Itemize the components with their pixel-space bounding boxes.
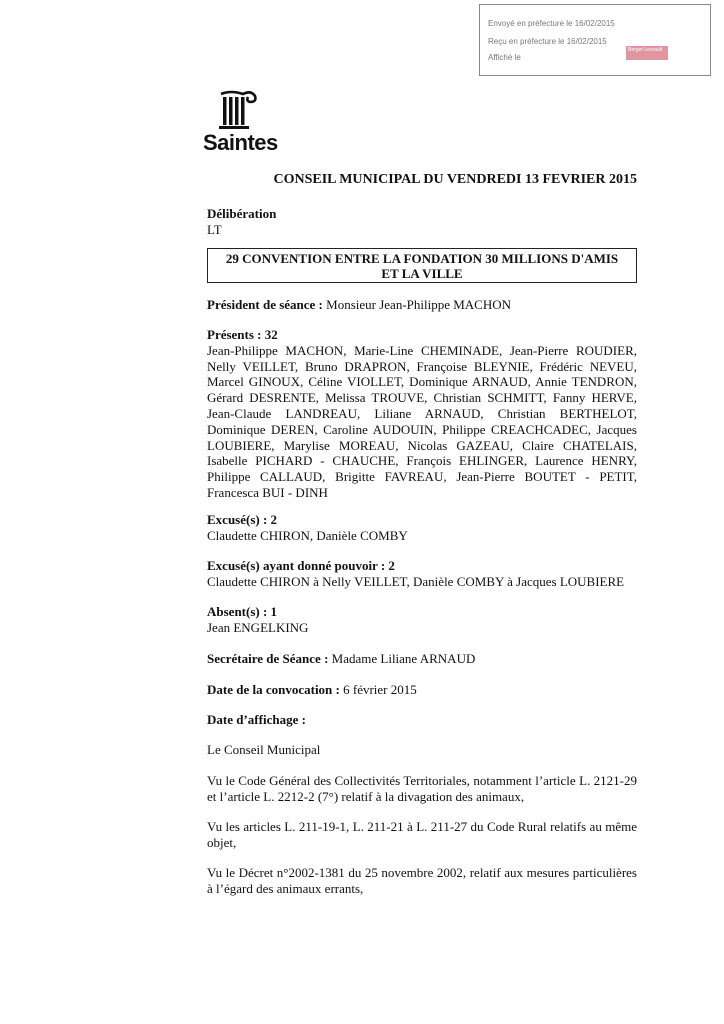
pouvoir-label: Excusé(s) ayant donné pouvoir : 2 xyxy=(207,558,395,573)
absents-list: Jean ENGELKING xyxy=(207,619,309,635)
subject-line-1: 29 CONVENTION ENTRE LA FONDATION 30 MILLIONS D'AMIS xyxy=(225,251,619,266)
absents-section xyxy=(207,604,637,636)
prefecture-stamp xyxy=(479,4,711,76)
excuses-list: Claudette CHIRON, Danièle COMBY xyxy=(207,527,408,543)
secretaire-label: Secrétaire de Séance : xyxy=(207,651,329,666)
pouvoir-section xyxy=(207,558,637,590)
saintes-logo xyxy=(203,88,278,160)
convocation-value: 6 février 2015 xyxy=(343,682,417,697)
president-label: Président de séance : xyxy=(207,297,323,312)
pouvoir-list: Claudette CHIRON à Nelly VEILLET, Danièle COMBY à Jacques LOUBIERE xyxy=(207,573,625,589)
stamp-sent-line: Envoyé en préfecture le 16/02/2015 xyxy=(488,19,615,28)
deliberation-code: LT xyxy=(207,221,222,237)
president-value: Monsieur Jean-Philippe MACHON xyxy=(326,297,512,312)
berger-levrault-logo: Berger Levrault xyxy=(626,46,668,60)
convocation-label: Date de la convocation : xyxy=(207,682,340,697)
deliberation-section xyxy=(207,206,637,238)
stamp-posted-line: Affiché le xyxy=(488,53,521,62)
presents-label: Présents : 32 xyxy=(207,327,278,342)
president-section xyxy=(207,297,637,313)
subject-box xyxy=(207,248,637,283)
excuses-label: Excusé(s) : 2 xyxy=(207,512,278,527)
body-paragraph-1: Le Conseil Municipal xyxy=(207,742,321,757)
excuses-section xyxy=(207,512,637,544)
secretaire-section xyxy=(207,651,637,667)
affichage-section xyxy=(207,712,637,728)
body-paragraph-3: Vu les articles L. 211-19-1, L. 211-21 à L. 211-27 du Code Rural relatifs au même objet, xyxy=(207,819,637,850)
subject-line-2: ET LA VILLE xyxy=(381,266,463,281)
body-paragraph-4: Vu le Décret n°2002-1381 du 25 novembre 2002, relatif aux mesures particulières à l’égard des animaux errants, xyxy=(207,865,637,896)
deliberation-label: Délibération xyxy=(207,206,277,221)
stamp-received-line: Reçu en préfecture le 16/02/2015 xyxy=(488,37,607,46)
absents-label: Absent(s) : 1 xyxy=(207,604,278,619)
secretaire-value: Madame Liliane ARNAUD xyxy=(331,651,476,666)
column-icon xyxy=(217,88,261,132)
logo-wordmark: Saintes xyxy=(203,130,278,155)
presents-list: Jean-Philippe MACHON, Marie-Line CHEMINADE, Jean-Pierre ROUDIER, Nelly VEILLET, Bruno DRAPRON, Françoise BLEYNIE, Frédéric NEVEU, Marcel GINOUX, Céline VIOLLET, Dominique ARNAUD, Annie TENDRON, Gérard DESRENTE, Melissa TROUVE, Christian SCHMITT, Fanny HERVE, Jean-Claude LANDREAU, Liliane ARNAUD, Christian BERTHELOT, Dominique DEREN, Caroline AUDOUIN, Philippe CREACHCADEC, Jacques LOUBIERE, Marylise MOREAU, Nicolas GAZEAU, Claire CHATELAIS, Isabelle PICHARD - CHAUCHE, François EHLINGER, Laurence HENRY, Philippe CALLAUD, Brigitte FAVREAU, Jean-Pierre BOUTET - PETIT, Francesca BUI - DINH xyxy=(207,342,637,500)
page-title: CONSEIL MUNICIPAL DU VENDREDI 13 FEVRIER 2015 xyxy=(273,172,637,187)
body-paragraph-2: Vu le Code Général des Collectivités Territoriales, notamment l’article L. 2121-29 et l’article L. 2212-2 (7°) relatif à la divagation des animaux, xyxy=(207,773,637,804)
convocation-section xyxy=(207,682,637,698)
affichage-label: Date d’affichage : xyxy=(207,712,306,727)
presents-section xyxy=(207,327,637,501)
